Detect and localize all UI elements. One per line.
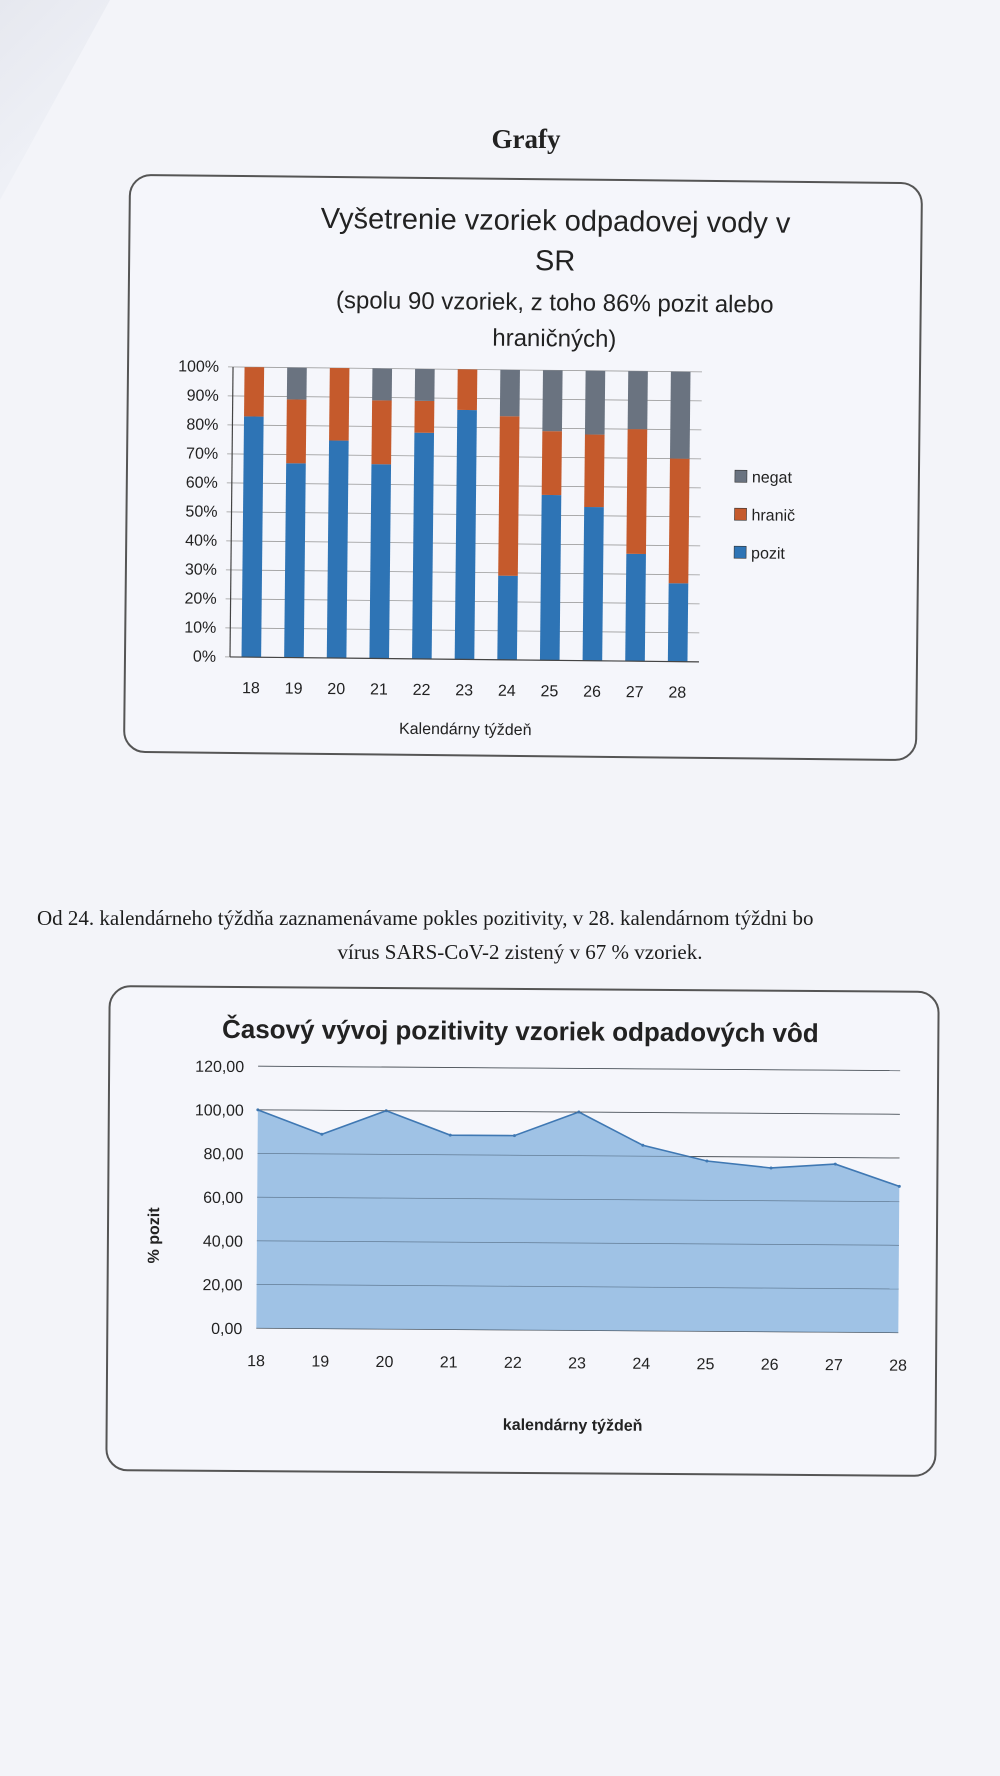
chart1-legend-swatch-hranič bbox=[734, 508, 746, 520]
chart2-x-tick-label: 28 bbox=[889, 1357, 908, 1375]
area-chart-panel bbox=[105, 985, 939, 1477]
chart2-y-tick-label: 40,00 bbox=[202, 1233, 243, 1251]
chart1-bar-negat-21 bbox=[372, 368, 392, 400]
chart1-legend-swatch-pozit bbox=[734, 546, 746, 558]
chart2-x-tick-label: 22 bbox=[503, 1354, 522, 1372]
chart1-x-tick-label: 27 bbox=[625, 684, 644, 702]
chart2-area-fill bbox=[256, 1110, 900, 1333]
chart2-x-tick-label: 23 bbox=[568, 1355, 587, 1373]
chart2-y-axis-title: % pozit bbox=[145, 1207, 164, 1264]
chart1-y-tick-label: 30% bbox=[184, 561, 217, 579]
chart1-x-tick-label: 20 bbox=[327, 680, 346, 699]
chart1-bar-negat-25 bbox=[542, 370, 562, 431]
chart1-bar-pozit-28 bbox=[668, 583, 688, 662]
chart2-point-26 bbox=[770, 1166, 773, 1169]
chart1-x-tick-label: 25 bbox=[540, 683, 559, 701]
chart1-subtitle-line2: hraničných) bbox=[492, 324, 617, 353]
chart1-x-tick-label: 22 bbox=[412, 681, 431, 700]
chart2-y-tick-label: 0,00 bbox=[211, 1320, 243, 1339]
chart1-bar-pozit-22 bbox=[412, 433, 434, 659]
chart1-bar-hranič-18 bbox=[244, 367, 264, 417]
chart1-bar-hranič-28 bbox=[669, 459, 690, 584]
chart1-bar-pozit-26 bbox=[583, 507, 604, 661]
chart2-x-tick-label: 25 bbox=[696, 1356, 715, 1374]
paragraph-line-2: vírus SARS-CoV-2 zistený v 67 % vzoriek. bbox=[337, 940, 703, 964]
chart2-x-axis-title: kalendárny týždeň bbox=[502, 1416, 643, 1435]
chart2-point-28 bbox=[898, 1185, 901, 1188]
chart1-y-tick-label: 90% bbox=[186, 387, 219, 405]
chart2-x-tick-label: 27 bbox=[824, 1357, 843, 1375]
chart2-point-19 bbox=[320, 1133, 323, 1136]
chart2-x-tick-label: 19 bbox=[311, 1353, 330, 1371]
chart1-y-tick-label: 60% bbox=[185, 474, 218, 492]
chart1-legend-label-hranič: hranič bbox=[751, 507, 796, 525]
chart1-x-tick-label: 21 bbox=[369, 681, 388, 699]
chart1-bar-hranič-24 bbox=[498, 416, 519, 576]
chart1-y-tick-label: 100% bbox=[178, 358, 220, 376]
paragraph-line-1: Od 24. kalendárneho týždňa zaznamenávame pokles pozitivity, v 28. kalendárnom týždni bo bbox=[37, 906, 814, 930]
chart1-bar-hranič-26 bbox=[584, 434, 604, 507]
chart1-bar-hranič-25 bbox=[542, 431, 562, 495]
chart1-x-tick-label: 19 bbox=[284, 680, 303, 698]
chart2-x-tick-label: 26 bbox=[760, 1356, 779, 1374]
chart1-bar-negat-19 bbox=[287, 368, 307, 400]
chart1-x-tick-label: 26 bbox=[583, 683, 602, 701]
stacked-bar-chart bbox=[125, 176, 921, 759]
chart1-x-axis-title: Kalendárny týždeň bbox=[398, 720, 532, 740]
chart1-bar-negat-24 bbox=[500, 370, 520, 417]
chart2-point-21 bbox=[449, 1134, 452, 1137]
chart1-y-tick-label: 0% bbox=[192, 648, 217, 666]
chart1-y-tick-label: 70% bbox=[186, 445, 219, 463]
chart1-bar-negat-27 bbox=[628, 371, 648, 429]
chart1-bar-hranič-27 bbox=[626, 429, 647, 554]
chart1-x-tick-label: 24 bbox=[497, 682, 516, 700]
chart2-y-tick-label: 80,00 bbox=[203, 1146, 244, 1164]
page-heading: Grafy bbox=[491, 124, 561, 154]
chart1-bar-hranič-19 bbox=[286, 399, 306, 463]
chart2-y-tick-label: 120,00 bbox=[195, 1058, 245, 1077]
chart2-x-tick-label: 24 bbox=[632, 1355, 651, 1373]
chart1-legend-swatch-negat bbox=[735, 470, 747, 482]
chart1-subtitle-line1: (spolu 90 vzoriek, z toho 86% pozit alebo bbox=[335, 287, 774, 319]
chart1-bar-pozit-21 bbox=[369, 464, 391, 658]
chart2-y-tick-label: 60,00 bbox=[203, 1189, 244, 1208]
chart1-legend-label-negat: negat bbox=[751, 469, 793, 487]
chart1-bar-pozit-27 bbox=[625, 554, 646, 661]
chart1-bar-hranič-20 bbox=[329, 368, 349, 441]
chart2-point-22 bbox=[513, 1134, 516, 1137]
chart1-bar-pozit-25 bbox=[540, 495, 561, 660]
chart2-x-tick-label: 21 bbox=[439, 1354, 458, 1372]
chart1-bar-pozit-20 bbox=[327, 440, 349, 658]
chart1-bar-pozit-24 bbox=[497, 576, 517, 660]
chart1-bar-pozit-23 bbox=[455, 410, 477, 660]
paper-fold bbox=[0, 0, 110, 200]
chart1-x-tick-label: 28 bbox=[668, 684, 687, 702]
chart1-bar-hranič-22 bbox=[414, 401, 434, 433]
chart1-y-tick-label: 50% bbox=[185, 503, 218, 521]
chart1-bar-hranič-21 bbox=[371, 400, 391, 464]
chart2-point-25 bbox=[705, 1159, 708, 1162]
stacked-bar-chart-panel bbox=[123, 174, 923, 761]
chart1-bar-negat-28 bbox=[670, 372, 691, 459]
chart1-title-line1: Vyšetrenie vzoriek odpadovej vody v bbox=[320, 202, 791, 240]
chart2-gridline-overlay bbox=[258, 1066, 900, 1070]
chart1-bar-pozit-19 bbox=[284, 463, 306, 657]
chart1-bar-hranič-23 bbox=[457, 369, 477, 410]
chart1-bar-pozit-18 bbox=[242, 416, 264, 657]
chart1-y-tick-label: 20% bbox=[184, 590, 217, 608]
chart2-title: Časový vývoj pozitivity vzoriek odpadových vôd bbox=[221, 1013, 819, 1049]
chart2-y-tick-label: 100,00 bbox=[194, 1102, 244, 1120]
chart2-point-27 bbox=[834, 1163, 837, 1166]
chart1-bar-negat-26 bbox=[585, 371, 605, 435]
chart1-title-line2: SR bbox=[534, 245, 576, 278]
chart2-x-tick-label: 20 bbox=[375, 1353, 394, 1372]
area-chart bbox=[107, 987, 937, 1475]
chart1-y-tick-label: 10% bbox=[184, 619, 217, 637]
chart2-y-tick-label: 20,00 bbox=[202, 1277, 243, 1295]
chart1-y-tick-label: 80% bbox=[186, 416, 219, 434]
chart2-point-24 bbox=[641, 1144, 644, 1147]
chart1-x-tick-label: 23 bbox=[455, 682, 474, 700]
chart1-y-tick-label: 40% bbox=[185, 532, 218, 550]
chart1-bar-negat-22 bbox=[415, 369, 435, 401]
chart1-legend-label-pozit: pozit bbox=[751, 545, 785, 563]
chart1-x-tick-label: 18 bbox=[242, 680, 260, 698]
chart2-x-tick-label: 18 bbox=[247, 1353, 266, 1371]
